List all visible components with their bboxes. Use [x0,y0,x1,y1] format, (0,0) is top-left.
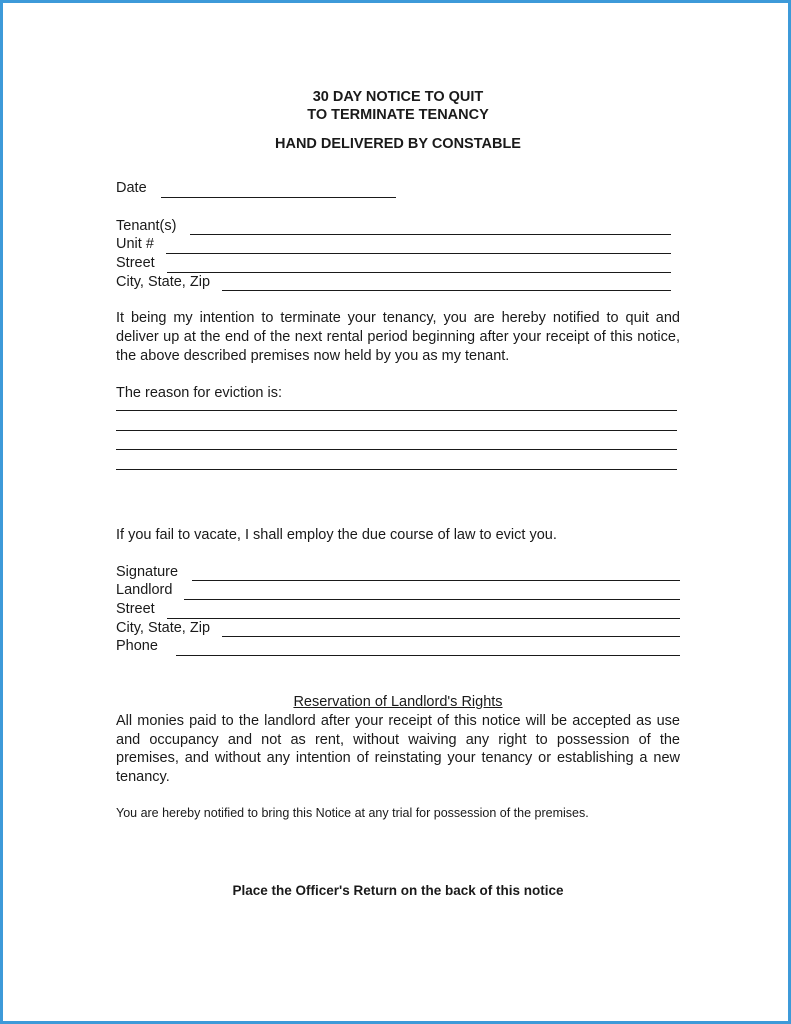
tenant-street-label: Street [116,255,155,272]
date-label: Date [116,179,147,196]
vacate-paragraph: If you fail to vacate, I shall employ the due course of law to evict you. [116,527,557,544]
tenant-city-field[interactable] [222,276,671,291]
reason-line[interactable] [116,431,677,451]
unit-field[interactable] [166,239,671,254]
subtitle: HAND DELIVERED BY CONSTABLE [275,136,521,152]
reservation-heading: Reservation of Landlord's Rights [293,694,503,711]
reason-line[interactable] [116,411,677,431]
reason-lines [116,402,677,470]
tenant-field[interactable] [190,220,671,235]
landlord-city-row [116,619,680,638]
intent-paragraph: It being my intention to terminate your tenancy, you are hereby notified to quit and deliver up at the end of the next rental period beginning after your receipt of this notice, the above described premises now held by you as my tenant. [116,310,680,364]
phone-field[interactable] [176,641,680,656]
reservation-body: All monies paid to the landlord after your receipt of this notice will be accepted as use and occupancy and not as rent, without waiving any right to possession of the premises, and without any intention of reinstating your tenancy or establishing a new tenancy. [116,712,680,785]
tenant-city-row [116,273,671,292]
date-field[interactable] [161,183,396,198]
tenant-row [116,217,671,236]
title-line-2: TO TERMINATE TENANCY [307,107,489,123]
reason-line[interactable] [116,402,677,411]
reason-label: The reason for eviction is: [116,384,283,401]
footer-note: Place the Officer's Return on the back of this notice [232,883,564,899]
trial-notice: You are hereby notified to bring this Notice at any trial for possession of the premises. [116,805,589,820]
tenant-block [116,217,671,292]
landlord-field[interactable] [184,585,680,600]
landlord-row [116,581,680,600]
signature-label: Signature [116,563,179,580]
tenant-street-row [116,254,671,273]
unit-label: Unit # [116,236,154,253]
signature-field[interactable] [192,566,680,581]
unit-row [116,235,671,254]
signature-row [116,563,680,582]
phone-row [116,637,680,656]
landlord-street-label: Street [116,601,155,618]
landlord-city-field[interactable] [222,622,680,637]
tenant-street-field[interactable] [167,258,671,273]
landlord-city-label: City, State, Zip [116,619,211,636]
tenant-city-label: City, State, Zip [116,273,211,290]
notice-document [116,88,680,901]
landlord-label: Landlord [116,582,173,599]
title-line-1: 30 DAY NOTICE TO QUIT [312,89,484,105]
phone-label: Phone [116,638,158,655]
tenant-label: Tenant(s) [116,217,177,234]
landlord-street-row [116,600,680,619]
landlord-block [116,563,680,656]
landlord-street-field[interactable] [167,604,680,619]
reason-line[interactable] [116,450,677,470]
date-row [116,179,396,198]
